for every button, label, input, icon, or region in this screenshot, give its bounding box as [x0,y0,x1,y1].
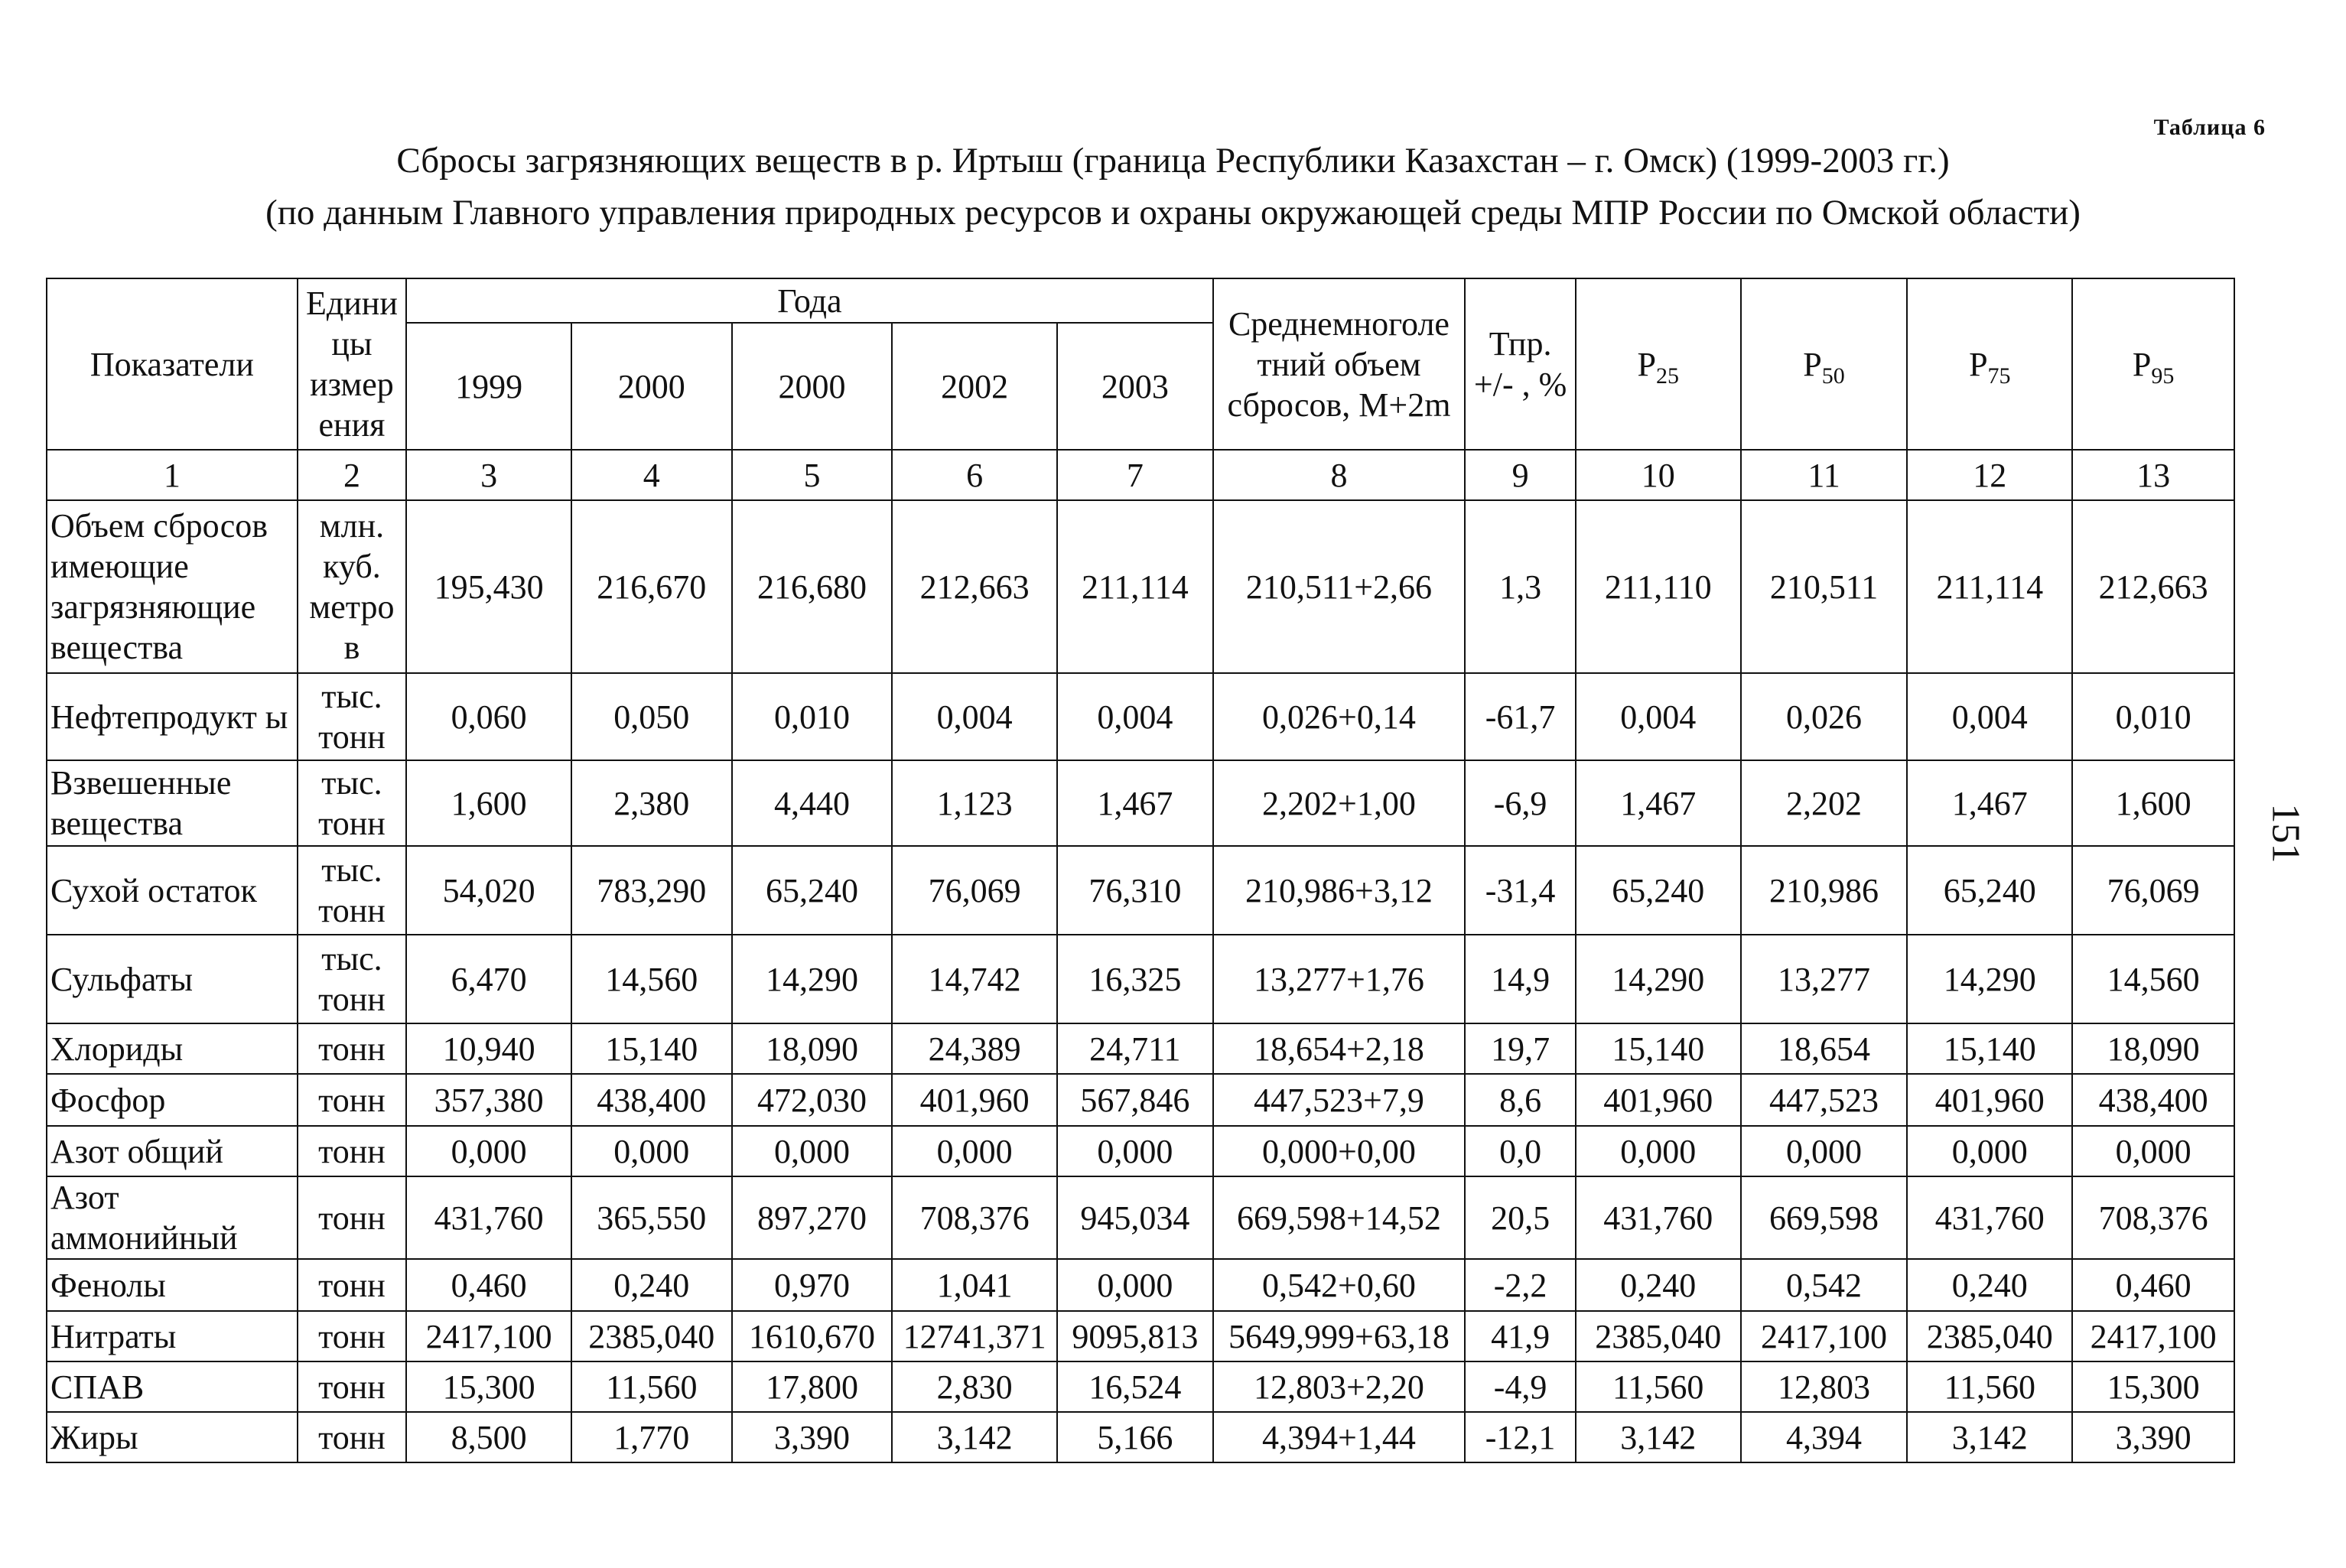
row-unit: тонн [298,1074,406,1126]
table-cell: 1,770 [571,1412,732,1462]
header-year: 2000 [732,323,893,450]
row-indicator-name: Фенолы [47,1259,298,1311]
table-cell: 783,290 [571,846,732,935]
table-cell: 216,680 [732,500,893,673]
table-cell: 3,142 [1907,1412,2072,1462]
table-cell: 14,742 [892,935,1057,1023]
table-cell: 8,500 [406,1412,571,1462]
table-cell: 401,960 [892,1074,1057,1126]
table-cell: 0,000 [406,1126,571,1176]
table-cell: 15,300 [406,1361,571,1412]
table-cell: 210,511+2,66 [1213,500,1466,673]
table-cell: 24,711 [1057,1023,1213,1074]
header-year: 2000 [571,323,732,450]
table-cell: -6,9 [1465,760,1576,846]
column-number: 9 [1465,450,1576,500]
table-cell: 4,440 [732,760,893,846]
table-cell: 11,560 [1576,1361,1741,1412]
header-mean: Среднемноголе тний объем сбросов, М+2m [1213,278,1466,450]
table-cell: 0,542+0,60 [1213,1259,1466,1311]
table-cell: 2,830 [892,1361,1057,1412]
table-cell: 0,004 [892,673,1057,760]
table-row [47,1074,2234,1126]
table-cell: 357,380 [406,1074,571,1126]
column-number: 12 [1907,450,2072,500]
table-row [47,500,2234,673]
table-cell: 76,310 [1057,846,1213,935]
row-indicator-name: Взвешенные вещества [47,760,298,846]
table-cell: 2,202+1,00 [1213,760,1466,846]
row-unit: тонн [298,1126,406,1176]
table-cell: 5,166 [1057,1412,1213,1462]
header-year: 2003 [1057,323,1213,450]
table-cell: 17,800 [732,1361,893,1412]
table-cell: 20,5 [1465,1176,1576,1259]
page-number: 151 [2263,803,2308,864]
header-p75: $Р_{75}$ [1907,278,2072,450]
column-number: 2 [298,450,406,500]
table-body [47,500,2234,1462]
table-cell: 212,663 [892,500,1057,673]
header-years-group: Года [406,278,1212,323]
table-cell: 0,000 [892,1126,1057,1176]
table-cell: 2385,040 [1576,1311,1741,1361]
row-unit: тыс. тонн [298,935,406,1023]
row-indicator-name: Азот общий [47,1126,298,1176]
table-row [47,1311,2234,1361]
table-cell: 2,202 [1741,760,1908,846]
header-p25: $Р_{25}$ [1576,278,1741,450]
table-cell: 0,010 [2072,673,2234,760]
header-p50: $Р_{50}$ [1741,278,1908,450]
table-row [47,1361,2234,1412]
row-indicator-name: Хлориды [47,1023,298,1074]
discharge-table [46,278,2235,1463]
table-cell: 1610,670 [732,1311,893,1361]
table-row [47,846,2234,935]
column-number: 6 [892,450,1057,500]
table-cell: 669,598 [1741,1176,1908,1259]
row-unit: млн. куб. метро в [298,500,406,673]
table-cell: 1,041 [892,1259,1057,1311]
table-cell: 54,020 [406,846,571,935]
table-cell: 12,803 [1741,1361,1908,1412]
table-cell: 0,000 [1057,1126,1213,1176]
table-row [47,935,2234,1023]
table-cell: 4,394+1,44 [1213,1412,1466,1462]
row-indicator-name: Сульфаты [47,935,298,1023]
row-indicator-name: Нефтепродукт ы [47,673,298,760]
table-cell: 14,290 [1576,935,1741,1023]
table-cell: 438,400 [2072,1074,2234,1126]
column-number: 11 [1741,450,1908,500]
table-cell: 365,550 [571,1176,732,1259]
table-cell: 0,000 [732,1126,893,1176]
column-number: 10 [1576,450,1741,500]
table-cell: 431,760 [1907,1176,2072,1259]
table-cell: 567,846 [1057,1074,1213,1126]
column-number: 1 [47,450,298,500]
table-cell: 18,090 [2072,1023,2234,1074]
table-cell: 211,110 [1576,500,1741,673]
table-cell: 0,004 [1057,673,1213,760]
table-cell: 708,376 [2072,1176,2234,1259]
table-cell: 945,034 [1057,1176,1213,1259]
table-cell: 65,240 [1576,846,1741,935]
table-cell: -12,1 [1465,1412,1576,1462]
table-cell: 13,277+1,76 [1213,935,1466,1023]
row-unit: тонн [298,1311,406,1361]
table-cell: 0,004 [1907,673,2072,760]
table-cell: 897,270 [732,1176,893,1259]
column-number: 3 [406,450,571,500]
row-unit: тонн [298,1259,406,1311]
table-cell: 2417,100 [2072,1311,2234,1361]
table-cell: 65,240 [732,846,893,935]
table-cell: 0,000+0,00 [1213,1126,1466,1176]
row-unit: тонн [298,1176,406,1259]
row-indicator-name: СПАВ [47,1361,298,1412]
table-cell: 0,004 [1576,673,1741,760]
table-cell: 0,970 [732,1259,893,1311]
table-cell: 12,803+2,20 [1213,1361,1466,1412]
table-row [47,760,2234,846]
column-number: 7 [1057,450,1213,500]
table-cell: 76,069 [892,846,1057,935]
table-cell: 1,123 [892,760,1057,846]
table-cell: 41,9 [1465,1311,1576,1361]
table-cell: 431,760 [406,1176,571,1259]
table-cell: 472,030 [732,1074,893,1126]
table-cell: -61,7 [1465,673,1576,760]
table-cell: 0,000 [1907,1126,2072,1176]
table-cell: 0,460 [406,1259,571,1311]
table-cell: 15,140 [571,1023,732,1074]
table-cell: 1,467 [1576,760,1741,846]
table-cell: 0,0 [1465,1126,1576,1176]
table-cell: 19,7 [1465,1023,1576,1074]
table-cell: 0,542 [1741,1259,1908,1311]
table-cell: 3,390 [732,1412,893,1462]
table-number-label: Таблица 6 [2153,115,2266,140]
table-cell: 0,000 [1576,1126,1741,1176]
table-cell: 211,114 [1057,500,1213,673]
row-indicator-name: Жиры [47,1412,298,1462]
row-unit: тонн [298,1361,406,1412]
row-indicator-name: Фосфор [47,1074,298,1126]
row-unit: тыс. тонн [298,673,406,760]
table-cell: 0,026 [1741,673,1908,760]
row-indicator-name: Азот аммонийный [47,1176,298,1259]
table-cell: 14,560 [2072,935,2234,1023]
table-cell: 14,290 [1907,935,2072,1023]
row-unit: тонн [298,1023,406,1074]
table-cell: 6,470 [406,935,571,1023]
table-cell: 18,654 [1741,1023,1908,1074]
table-cell: 3,142 [892,1412,1057,1462]
table-cell: 210,986 [1741,846,1908,935]
table-cell: 1,467 [1057,760,1213,846]
table-cell: 11,560 [1907,1361,2072,1412]
table-cell: 24,389 [892,1023,1057,1074]
table-cell: 0,010 [732,673,893,760]
table-cell: 0,000 [1741,1126,1908,1176]
table-cell: 210,511 [1741,500,1908,673]
table-cell: 2385,040 [571,1311,732,1361]
table-cell: 2,380 [571,760,732,846]
row-indicator-name: Нитраты [47,1311,298,1361]
table-cell: 1,467 [1907,760,2072,846]
table-cell: -2,2 [1465,1259,1576,1311]
table-cell: 1,600 [406,760,571,846]
header-trend: Тпр. +/- , % [1465,278,1576,450]
column-number: 4 [571,450,732,500]
table-cell: 2417,100 [406,1311,571,1361]
table-row [47,1126,2234,1176]
header-p95: $Р_{95}$ [2072,278,2234,450]
table-cell: 0,460 [2072,1259,2234,1311]
table-cell: 0,000 [571,1126,732,1176]
table-cell: 0,240 [1907,1259,2072,1311]
table-cell: 669,598+14,52 [1213,1176,1466,1259]
table-cell: 447,523 [1741,1074,1908,1126]
table-cell: 212,663 [2072,500,2234,673]
table-cell: 14,290 [732,935,893,1023]
table-cell: 5649,999+63,18 [1213,1311,1466,1361]
table-cell: 10,940 [406,1023,571,1074]
row-unit: тыс. тонн [298,760,406,846]
table-cell: 401,960 [1907,1074,2072,1126]
table-row [47,1023,2234,1074]
row-indicator-name: Объем сбросов имеющие загрязняющие вещества [47,500,298,673]
column-number: 8 [1213,450,1466,500]
table-cell: 0,000 [2072,1126,2234,1176]
table-cell: 211,114 [1907,500,2072,673]
table-cell: 708,376 [892,1176,1057,1259]
table-cell: 1,3 [1465,500,1576,673]
table-cell: 0,000 [1057,1259,1213,1311]
header-unit: Едини цы измер ения [298,278,406,450]
table-cell: 2385,040 [1907,1311,2072,1361]
table-cell: 11,560 [571,1361,732,1412]
column-number: 13 [2072,450,2234,500]
header-row-1 [47,278,2234,323]
table-cell: 4,394 [1741,1412,1908,1462]
table-cell: 18,654+2,18 [1213,1023,1466,1074]
table-cell: 12741,371 [892,1311,1057,1361]
column-number: 5 [732,450,893,500]
table-cell: 0,026+0,14 [1213,673,1466,760]
table-cell: 210,986+3,12 [1213,846,1466,935]
header-indicator: Показатели [47,278,298,450]
table-cell: 15,300 [2072,1361,2234,1412]
column-number-row [47,450,2234,500]
table-cell: 76,069 [2072,846,2234,935]
table-cell: 16,325 [1057,935,1213,1023]
row-indicator-name: Сухой остаток [47,846,298,935]
row-unit: тонн [298,1412,406,1462]
table-cell: 438,400 [571,1074,732,1126]
table-cell: 0,240 [571,1259,732,1311]
table-cell: 2417,100 [1741,1311,1908,1361]
table-cell: 195,430 [406,500,571,673]
table-cell: 0,240 [1576,1259,1741,1311]
table-subtitle: (по данным Главного управления природных ресурсов и охраны окружающей среды МПР России по Омской области) [265,193,2081,233]
table-cell: 65,240 [1907,846,2072,935]
header-year: 1999 [406,323,571,450]
table-cell: 15,140 [1907,1023,2072,1074]
table-cell: 3,142 [1576,1412,1741,1462]
row-unit: тыс. тонн [298,846,406,935]
table-cell: 401,960 [1576,1074,1741,1126]
table-row [47,1412,2234,1462]
table-cell: 0,060 [406,673,571,760]
table-row [47,1176,2234,1259]
table-cell: 3,390 [2072,1412,2234,1462]
table-cell: 216,670 [571,500,732,673]
table-cell: 431,760 [1576,1176,1741,1259]
table-cell: -31,4 [1465,846,1576,935]
table-cell: 14,560 [571,935,732,1023]
table-cell: 8,6 [1465,1074,1576,1126]
table-title: Сбросы загрязняющих веществ в р. Иртыш (граница Республики Казахстан – г. Омск) (1999-2003 гг.) [396,141,1950,181]
table-cell: 447,523+7,9 [1213,1074,1466,1126]
table-row [47,673,2234,760]
table-cell: 16,524 [1057,1361,1213,1412]
table-cell: -4,9 [1465,1361,1576,1412]
header-year: 2002 [892,323,1057,450]
table-cell: 15,140 [1576,1023,1741,1074]
table-cell: 18,090 [732,1023,893,1074]
table-cell: 14,9 [1465,935,1576,1023]
table-row [47,1259,2234,1311]
table-cell: 9095,813 [1057,1311,1213,1361]
table-cell: 13,277 [1741,935,1908,1023]
table-cell: 1,600 [2072,760,2234,846]
table-cell: 0,050 [571,673,732,760]
